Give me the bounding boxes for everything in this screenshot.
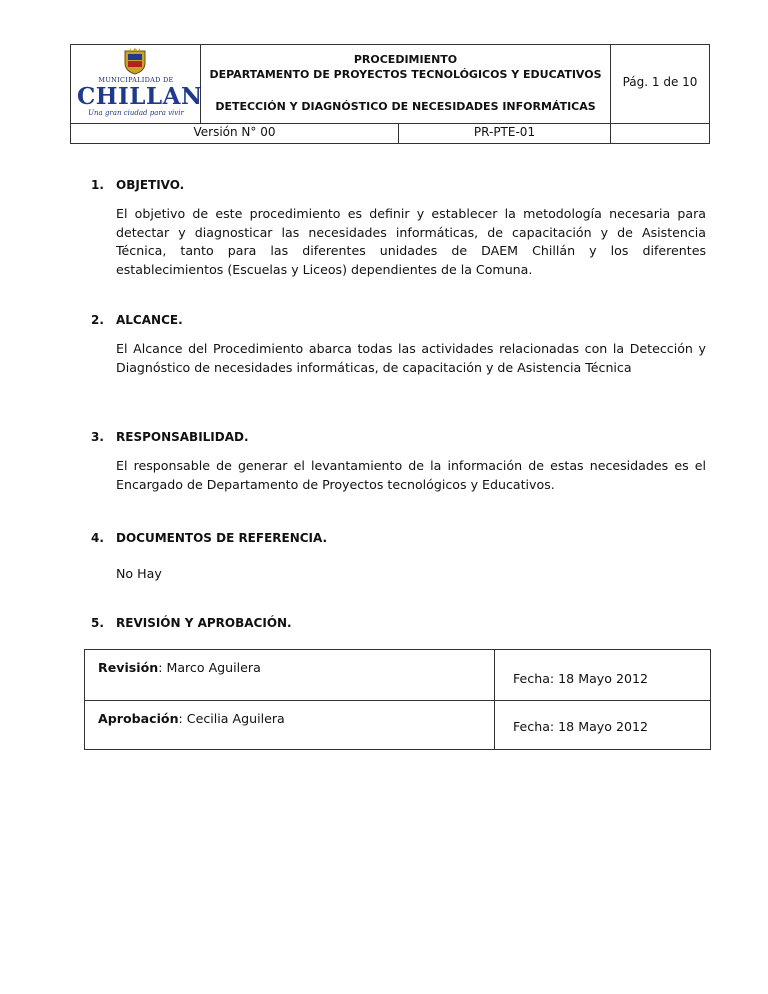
municipal-logo	[77, 47, 203, 121]
section-number: 1.	[91, 178, 104, 192]
text-line: El objetivo de este procedimiento es definir y establecer la metodología necesaria	[116, 206, 671, 221]
page-number-cell	[611, 45, 709, 124]
approval-date: Fecha: 18 Mayo 2012	[513, 719, 648, 734]
section-number: 3.	[91, 430, 104, 444]
approval-table	[84, 649, 711, 750]
section-title-objetivo: OBJETIVO.	[116, 178, 185, 192]
section-title-alcance: ALCANCE.	[116, 313, 183, 327]
document-code: PR-PTE-01	[473, 125, 536, 139]
table-row-divider	[85, 700, 710, 701]
section-body-documentos	[116, 565, 706, 584]
section-body-alcance	[116, 340, 706, 377]
code-cell	[399, 124, 611, 143]
section-title-documentos: DOCUMENTOS DE REFERENCIA.	[116, 531, 328, 545]
section-title-responsabilidad: RESPONSABILIDAD.	[116, 430, 249, 444]
review-name: : Marco Aguilera	[158, 660, 261, 675]
section-body-objetivo	[116, 205, 706, 279]
section-body-responsabilidad	[116, 457, 706, 494]
text-line: diferentes establecimientos (Escuelas y Liceos) dependientes de la Comuna.	[116, 243, 707, 277]
logo-motto-text: Una gran ciudad para vivir	[88, 109, 184, 117]
approval-cell	[98, 711, 285, 726]
page-number: Pág. 1 de 10	[622, 75, 698, 89]
text-line: para detectar y diagnosticar las necesidades informáticas, de capacitación y de	[116, 206, 706, 240]
table-column-divider	[494, 650, 495, 749]
text-line: El Alcance del Procedimiento abarca todas las actividades relacionadas con la	[116, 341, 625, 356]
header-title-cell	[201, 45, 611, 124]
logo-municipality-text: MUNICIPALIDAD DE	[98, 76, 174, 84]
logo-city-text: CHILLAN	[77, 83, 203, 110]
text-line: Asistencia Técnica	[517, 359, 632, 375]
document-header	[70, 44, 710, 144]
text-line: No Hay	[116, 566, 162, 581]
text-line: Detección y Diagnóstico de necesidades informáticas, de capacitación y de	[116, 341, 706, 375]
procedure-subtitle: DETECCIÓN Y DIAGNÓSTICO DE NECESIDADES INFORMÁTICAS	[215, 100, 596, 113]
version-number: Versión N° 00	[193, 125, 276, 139]
text-line: Asistencia Técnica, tanto para las diferentes unidades de DAEM Chillán y los	[116, 224, 706, 258]
procedure-title: PROCEDIMIENTO	[353, 53, 458, 66]
section-number: 5.	[91, 616, 104, 630]
approval-label: Aprobación	[98, 711, 179, 726]
review-label: Revisión	[98, 660, 159, 675]
department-title: DEPARTAMENTO DE PROYECTOS TECNOLÓGICOS Y EDUCATIVOS	[209, 68, 602, 81]
text-line: es el Encargado de Departamento de Proyectos tecnológicos y Educativos.	[116, 458, 706, 492]
text-line: El responsable de generar el levantamiento de la información de estas necesidades	[116, 458, 669, 473]
review-cell	[98, 660, 261, 675]
review-date: Fecha: 18 Mayo 2012	[513, 671, 648, 686]
municipal-crest-icon	[122, 47, 148, 75]
logo-cell	[71, 45, 201, 124]
version-cell	[71, 124, 399, 143]
section-title-revision: REVISIÓN Y APROBACIÓN.	[116, 616, 292, 630]
section-number: 4.	[91, 531, 104, 545]
approval-name: : Cecilia Aguilera	[178, 711, 285, 726]
section-number: 2.	[91, 313, 104, 327]
